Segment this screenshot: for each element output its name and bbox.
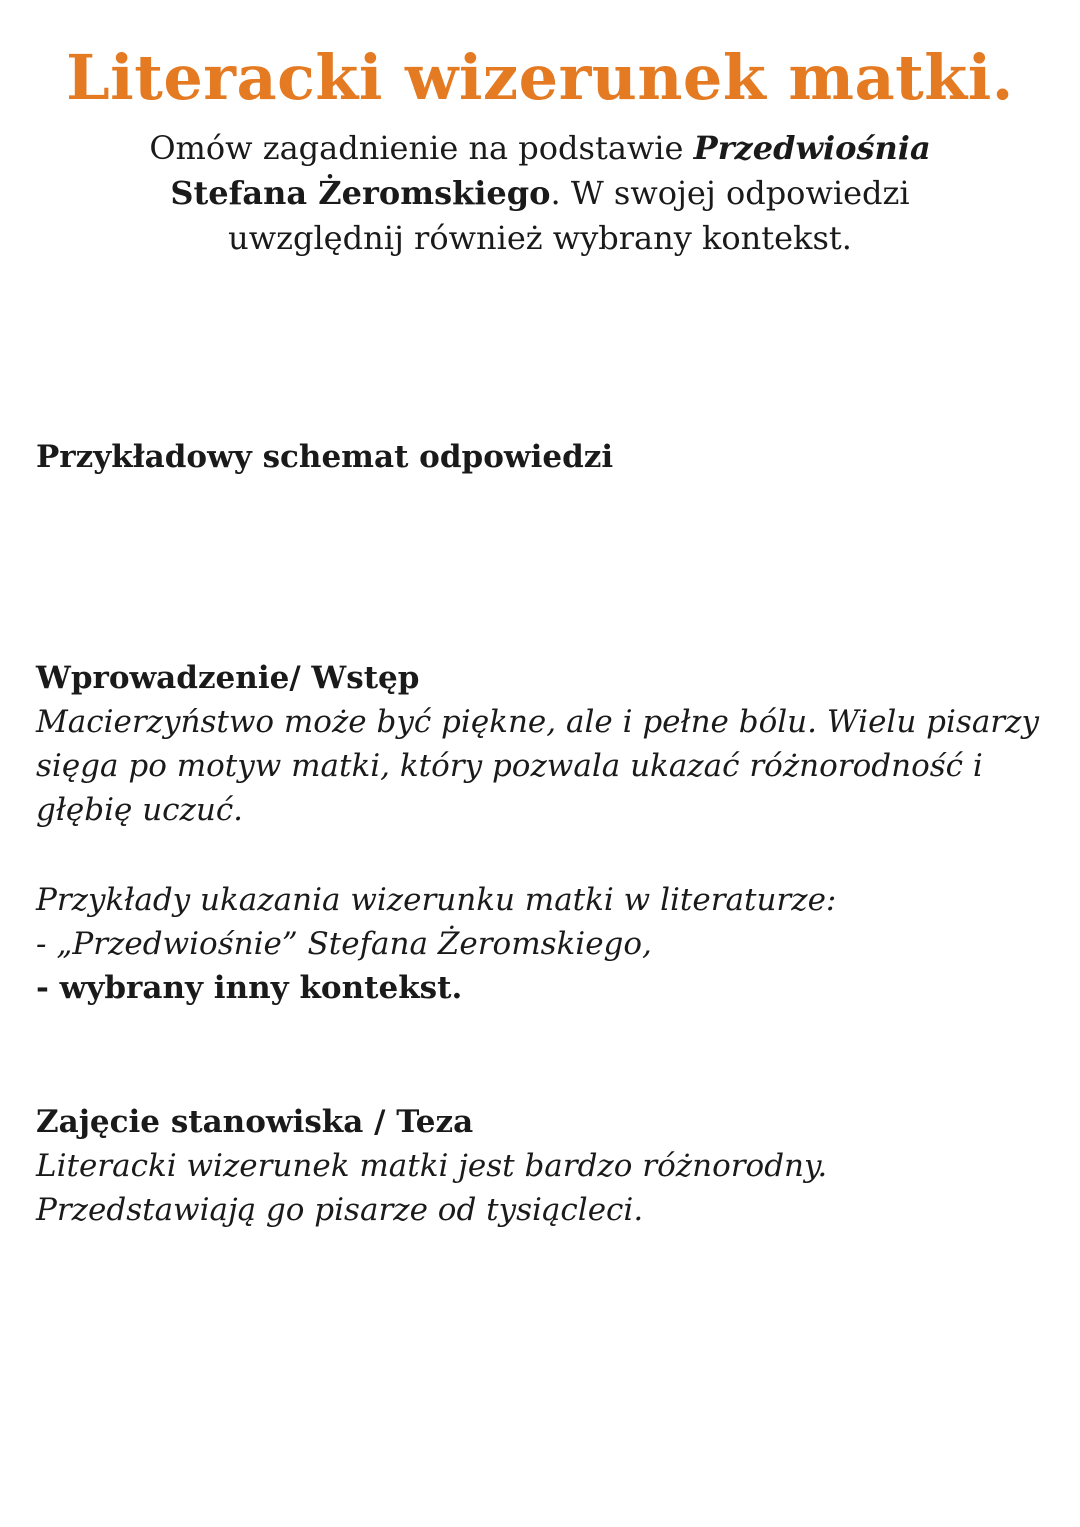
task-prompt-work: Przedwiośnia <box>693 129 931 167</box>
intro-heading: Wprowadzenie/ Wstęp <box>36 660 420 696</box>
intro-section <box>36 656 1046 832</box>
examples-section <box>36 878 1046 1010</box>
examples-lead: Przykłady ukazania wizerunku matki w literaturze: <box>36 882 837 918</box>
examples-item-1: - „Przedwiośnie” Stefana Żeromskiego, <box>36 926 652 962</box>
thesis-text: Literacki wizerunek matki jest bardzo różnorodny. Przedstawiają go pisarze od tysiącleci. <box>36 1148 828 1228</box>
page-title: Literacki wizerunek matki. <box>66 41 1014 114</box>
task-prompt-part2: . W swojej odpowiedzi uwzględnij również wybrany kontekst. <box>228 174 910 257</box>
intro-text: Macierzyństwo może być piękne, ale i pełne bólu. Wielu pisarzy sięga po motyw matki, który pozwala ukazać różnorodność i głębię uczuć. <box>36 704 1039 828</box>
thesis-heading: Zajęcie stanowiska / Teza <box>36 1104 474 1140</box>
task-prompt-part1: Omów zagadnienie na podstawie <box>149 129 694 167</box>
thesis-section <box>36 1100 1046 1232</box>
scheme-heading: Przykładowy schemat odpowiedzi <box>36 439 614 475</box>
task-prompt <box>80 126 1000 261</box>
task-prompt-author: Stefana Żeromskiego <box>170 174 551 212</box>
examples-item-2: - wybrany inny kontekst. <box>36 970 463 1006</box>
